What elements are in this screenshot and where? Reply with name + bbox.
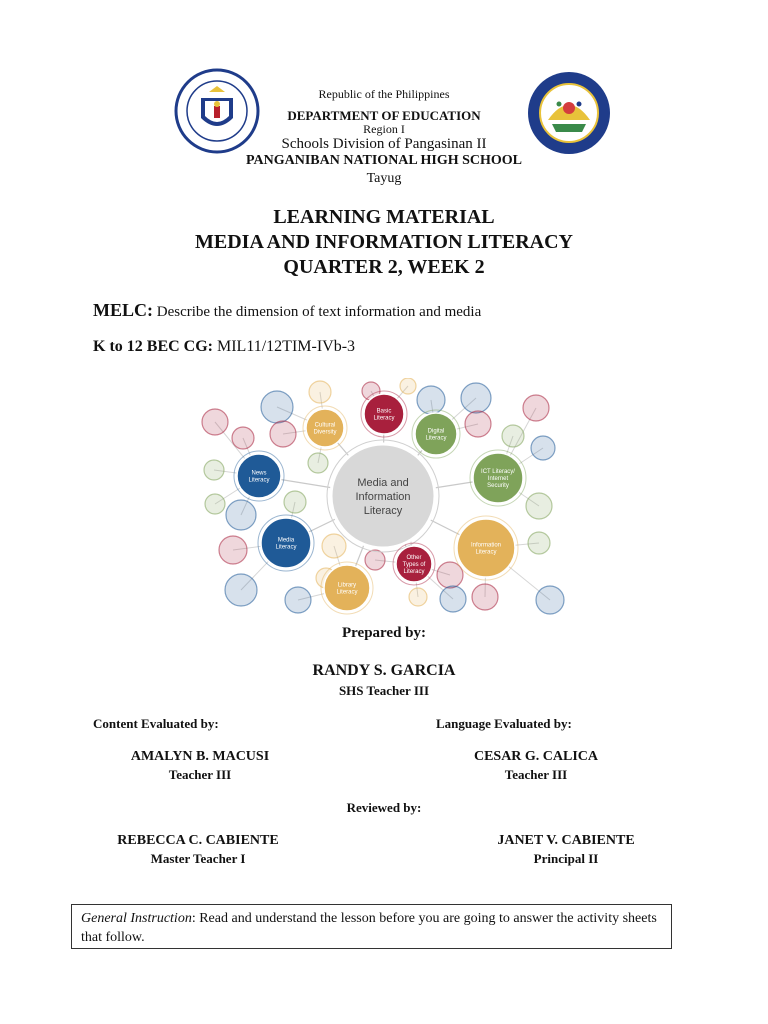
melc-line (93, 300, 481, 321)
diagram-node-label: Literacy (336, 589, 358, 596)
general-instruction-box (71, 904, 672, 949)
document-title (0, 205, 768, 280)
diagram-decorative-circle (365, 550, 385, 570)
division-text: Schools Division of Pangasinan II (281, 136, 487, 152)
diagram-decorative-circle (472, 584, 498, 610)
diagram-decorative-circle (285, 587, 311, 613)
content-evaluated-label: Content Evaluated by: (93, 716, 219, 731)
diagram-decorative-circle (502, 425, 524, 447)
instruction-text: : Read and understand the lesson before you are going to answer the activity sheets that follow. (81, 911, 657, 945)
reviewed-label: Reviewed by: (346, 800, 422, 815)
diagram-node-label: Other (406, 555, 422, 561)
diagram-decorative-circle (526, 493, 552, 519)
diagram-node-label: Literacy (425, 435, 447, 442)
title-line-1: LEARNING MATERIAL (273, 206, 495, 228)
diagram-node-label: Security (487, 483, 509, 489)
diagram-decorative-circle (409, 588, 427, 606)
diagram-decorative-circle (531, 436, 555, 460)
diagram-node-label: Internet (487, 476, 509, 482)
diagram-decorative-circle (205, 494, 225, 514)
diagram-decorative-circle (440, 586, 466, 612)
melc-label: MELC: (93, 300, 153, 320)
language-evaluator-name: CESAR G. CALICA (473, 749, 599, 764)
reviewer-right-role: Principal II (533, 851, 599, 866)
diagram-node-label: Literacy (373, 415, 395, 422)
diagram-decorative-circle (523, 395, 549, 421)
school-name: PANGANIBAN NATIONAL HIGH SCHOOL (245, 153, 522, 168)
diagram-decorative-circle (219, 536, 247, 564)
content-evaluator-role: Teacher III (168, 767, 232, 782)
language-evaluator-role: Teacher III (504, 767, 568, 782)
literacy-diagram-svg (195, 378, 571, 616)
diagram-center-label: Media and (357, 477, 409, 489)
department-text: DEPARTMENT OF EDUCATION (287, 108, 481, 123)
reviewer-left-name: REBECCA C. CABIENTE (117, 833, 279, 848)
diagram-decorative-circle (261, 391, 293, 423)
diagram-decorative-circle (270, 421, 296, 447)
diagram-node-label: Cultural (314, 422, 336, 429)
reviewer-right-name: JANET V. CABIENTE (497, 833, 635, 848)
diagram-decorative-circle (322, 534, 346, 558)
diagram-decorative-circle (232, 427, 254, 449)
reviewer-left-role: Master Teacher I (150, 851, 246, 866)
diagram-center-label: Information (355, 491, 411, 503)
region-text: Region I (363, 122, 405, 136)
diagram-decorative-circle (204, 460, 224, 480)
title-line-2: MEDIA AND INFORMATION LITERACY (195, 231, 573, 253)
diagram-decorative-circle (461, 383, 491, 413)
diagram-node-label: Literacy (275, 544, 297, 551)
diagram-decorative-circle (528, 532, 550, 554)
diagram-node-label: Diversity (313, 429, 337, 436)
diagram-node-label: Types of (402, 562, 426, 568)
town-text: Tayug (366, 171, 402, 186)
republic-text: Republic of the Philippines (318, 87, 450, 101)
diagram-decorative-circle (309, 381, 331, 403)
diagram-node-label: Literacy (248, 477, 270, 484)
diagram-node-label: Literacy (403, 569, 425, 575)
diagram-decorative-circle (308, 453, 328, 473)
language-evaluated-label: Language Evaluated by: (436, 716, 572, 731)
diagram-decorative-circle (225, 574, 257, 606)
diagram-node-label: Literacy (475, 549, 497, 556)
diagram-decorative-circle (284, 491, 306, 513)
diagram-node-label: Digital (427, 428, 445, 435)
content-evaluator-name: AMALYN B. MACUSI (130, 749, 270, 764)
instruction-label: General Instruction (81, 911, 192, 926)
prepared-role: SHS Teacher III (338, 683, 430, 698)
diagram-center-label: Literacy (363, 505, 403, 517)
bec-line (93, 338, 355, 356)
diagram-decorative-circle (536, 586, 564, 614)
diagram-decorative-circle (400, 378, 416, 394)
diagram-decorative-circle (202, 409, 228, 435)
diagram-decorative-circle (465, 411, 491, 437)
diagram-decorative-circle (417, 386, 445, 414)
diagram-node-label: ICT Literacy/ (481, 469, 515, 475)
title-line-3: QUARTER 2, WEEK 2 (283, 256, 485, 278)
diagram-node-label: News (251, 470, 267, 477)
diagram-node-label: Information (470, 542, 502, 549)
literacy-diagram (195, 378, 571, 616)
bec-code: MIL11/12TIM-IVb-3 (217, 338, 356, 355)
melc-text: Describe the dimension of text information and media (156, 304, 482, 320)
diagram-node-label: Basic (376, 408, 392, 415)
prepared-label: Prepared by: (341, 625, 427, 641)
bec-label: K to 12 BEC CG: (93, 338, 213, 355)
diagram-decorative-circle (226, 500, 256, 530)
diagram-node-label: Library (337, 582, 357, 589)
prepared-name: RANDY S. GARCIA (312, 662, 456, 679)
diagram-node-label: Media (277, 537, 295, 544)
